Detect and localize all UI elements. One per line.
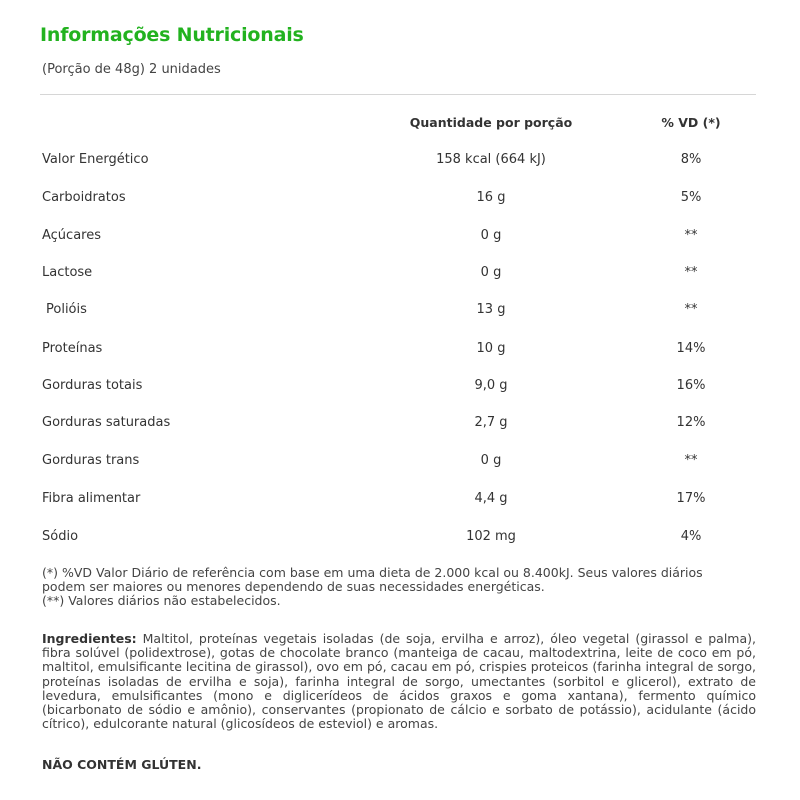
- table-row: [0, 300, 800, 320]
- table-row: [0, 489, 800, 509]
- nutrient-quantity: 102 mg: [466, 529, 516, 544]
- footnote-not-established: (**) Valores diários não estabelecidos.: [42, 593, 281, 608]
- nutrient-vd: 8%: [680, 152, 702, 167]
- nutrient-quantity: 10 g: [476, 341, 506, 356]
- nutrient-name: Gorduras saturadas: [42, 415, 171, 430]
- nutrient-vd: 4%: [680, 529, 702, 544]
- nutrient-name: Valor Energético: [42, 152, 149, 167]
- nutrient-vd: **: [684, 265, 698, 280]
- serving-size: (Porção de 48g) 2 unidades: [42, 62, 221, 77]
- nutrient-name: Carboidratos: [42, 190, 126, 205]
- ingredients-block: [42, 632, 756, 731]
- nutrient-vd: 14%: [676, 341, 706, 356]
- nutrient-quantity: 9,0 g: [474, 378, 508, 393]
- nutrient-vd: 5%: [680, 190, 702, 205]
- footnote-vd: (*) %VD Valor Diário de referência com base em uma dieta de 2.000 kcal ou 8.400kJ. Seus valores diários: [42, 565, 703, 580]
- nutrient-quantity: 16 g: [476, 190, 506, 205]
- nutrient-name: Gorduras trans: [42, 453, 140, 468]
- table-row: [0, 188, 800, 208]
- nutrient-quantity: 0 g: [480, 453, 502, 468]
- nutrient-name: Lactose: [42, 265, 93, 280]
- table-row: [0, 263, 800, 283]
- footnotes: [42, 566, 758, 608]
- nutrient-vd: 16%: [676, 378, 706, 393]
- nutrient-vd: 12%: [676, 415, 706, 430]
- table-row: [0, 226, 800, 246]
- table-row: [0, 451, 800, 471]
- table-row: [0, 150, 800, 170]
- nutrient-quantity: 0 g: [480, 228, 502, 243]
- nutrient-name: Polióis: [46, 302, 87, 317]
- divider: [40, 94, 756, 95]
- table-row: [0, 413, 800, 433]
- nutrient-quantity: 4,4 g: [474, 491, 508, 506]
- table-row: [0, 527, 800, 547]
- ingredients-text: Maltitol, proteínas vegetais isoladas (de soja, ervilha e arroz), óleo vegetal (girassol e palma), fibra solúvel (polidextrose), gotas de chocolate branco (manteiga de cacau, maltodextrina, leite de coco em pó, maltitol, emulsificante lecitina de girassol), ovo em pó, cacau em pó, crispies proteicos (farinha integral de sorgo, proteínas isoladas de ervilha e soja), farinha integral de sorgo, umectantes (sorbitol e glicerol), extrato de levedura, emulsificantes (mono e diglicerídeos de ácidos graxos e goma xantana), fermento químico (bicarbonato de sódio e amônio), conservantes (propionato de cálcio e sorbato de potássio), acidulante (ácido cítrico), edulcorante natural (glicosídeos de esteviol) e aromas.: [42, 631, 756, 732]
- table-row: [0, 376, 800, 396]
- nutrient-quantity: 13 g: [476, 302, 506, 317]
- footnote-vd-continued: podem ser maiores ou menores dependendo de suas necessidades energéticas.: [42, 579, 545, 594]
- nutrient-quantity: 0 g: [480, 265, 502, 280]
- header-quantity: Quantidade por porção: [409, 115, 573, 130]
- table-header: [0, 113, 800, 133]
- header-vd: % VD (*): [661, 115, 721, 130]
- nutrient-vd: **: [684, 302, 698, 317]
- gluten-notice: NÃO CONTÉM GLÚTEN.: [42, 757, 202, 772]
- page-title: Informações Nutricionais: [40, 24, 304, 46]
- nutrient-name: Fibra alimentar: [42, 491, 141, 506]
- nutrient-vd: 17%: [676, 491, 706, 506]
- nutrient-name: Açúcares: [42, 228, 101, 243]
- nutrient-vd: **: [684, 228, 698, 243]
- nutrient-quantity: 2,7 g: [474, 415, 508, 430]
- nutrient-name: Proteínas: [42, 341, 103, 356]
- nutrient-quantity: 158 kcal (664 kJ): [436, 152, 546, 167]
- nutrient-vd: **: [684, 453, 698, 468]
- table-row: [0, 339, 800, 359]
- ingredients-label: Ingredientes:: [42, 631, 137, 646]
- nutrient-name: Sódio: [42, 529, 79, 544]
- nutrient-name: Gorduras totais: [42, 378, 143, 393]
